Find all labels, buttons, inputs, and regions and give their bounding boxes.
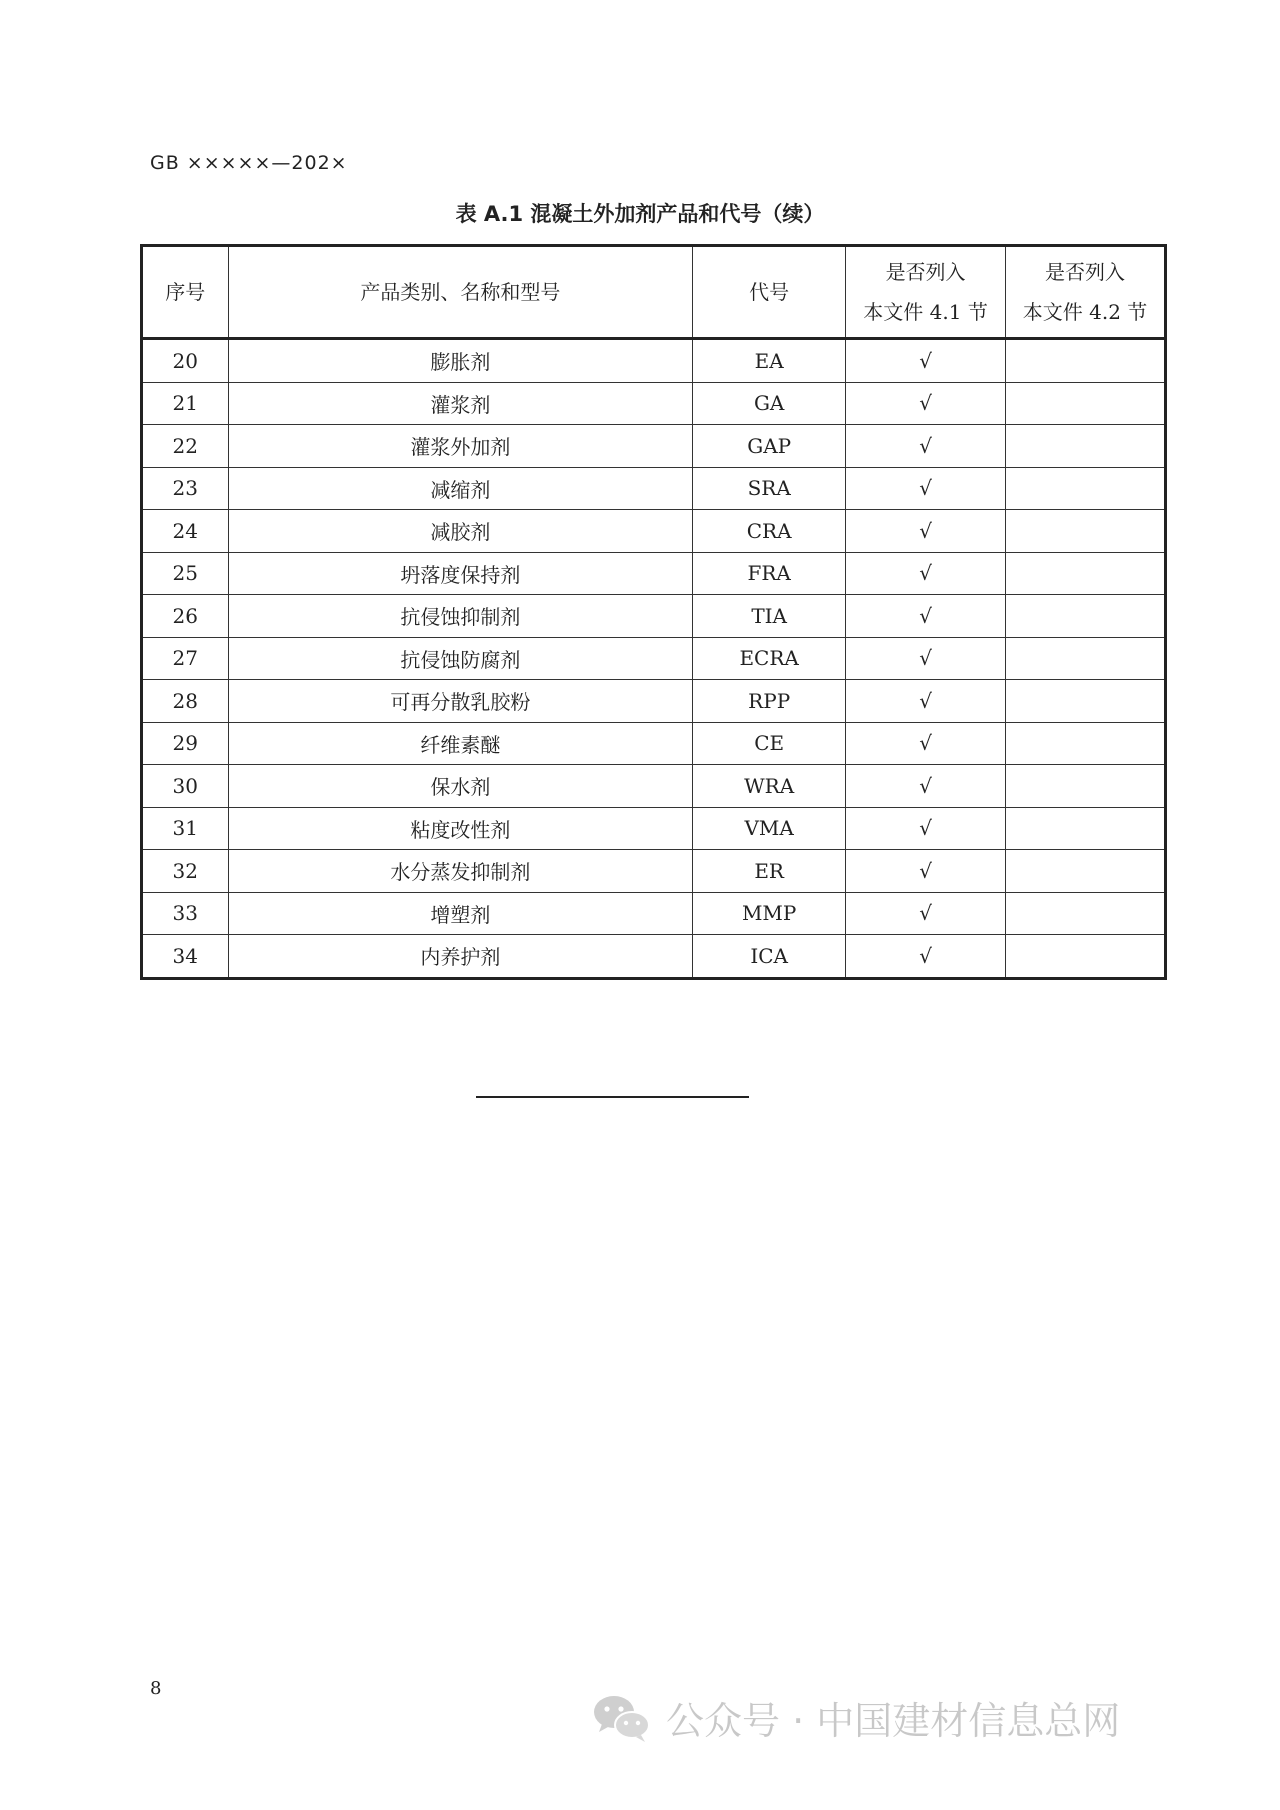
cell-section-4-1: √ [846, 935, 1006, 979]
cell-section-4-2 [1006, 935, 1166, 979]
header-section-4-1 [846, 246, 1006, 339]
end-of-standard-rule [476, 1096, 749, 1098]
table-row [142, 467, 1166, 510]
cell-seq: 23 [142, 467, 229, 510]
cell-section-4-2 [1006, 595, 1166, 638]
cell-code: RPP [693, 680, 846, 723]
cell-code: GAP [693, 425, 846, 468]
table-row [142, 595, 1166, 638]
cell-seq: 24 [142, 510, 229, 553]
cell-section-4-1: √ [846, 382, 1006, 425]
cell-seq: 29 [142, 722, 229, 765]
cell-code: VMA [693, 807, 846, 850]
cell-section-4-1: √ [846, 425, 1006, 468]
cell-section-4-1: √ [846, 595, 1006, 638]
cell-name: 保水剂 [228, 765, 693, 808]
cell-seq: 25 [142, 552, 229, 595]
cell-name: 抗侵蚀抑制剂 [228, 595, 693, 638]
header-section-4-2 [1006, 246, 1166, 339]
cell-name: 灌浆剂 [228, 382, 693, 425]
cell-section-4-2 [1006, 850, 1166, 893]
header-code: 代号 [693, 246, 846, 339]
cell-section-4-1: √ [846, 892, 1006, 935]
watermark-text: 公众号 · 中国建材信息总网 [666, 1699, 1121, 1743]
table-row [142, 552, 1166, 595]
table-row [142, 680, 1166, 723]
cell-seq: 27 [142, 637, 229, 680]
cell-section-4-1: √ [846, 637, 1006, 680]
header-section-4-2-line2: 本文件 4.2 节 [1022, 300, 1148, 324]
cell-name: 水分蒸发抑制剂 [228, 850, 693, 893]
cell-section-4-2 [1006, 425, 1166, 468]
cell-seq: 21 [142, 382, 229, 425]
table-row [142, 807, 1166, 850]
cell-section-4-2 [1006, 382, 1166, 425]
cell-code: ICA [693, 935, 846, 979]
cell-code: CRA [693, 510, 846, 553]
cell-section-4-2 [1006, 552, 1166, 595]
cell-section-4-1: √ [846, 510, 1006, 553]
header-section-4-2-line1: 是否列入 [1045, 260, 1126, 284]
cell-section-4-1: √ [846, 552, 1006, 595]
cell-code: TIA [693, 595, 846, 638]
table-row [142, 510, 1166, 553]
admixture-product-table [140, 244, 1167, 980]
cell-section-4-1: √ [846, 850, 1006, 893]
table-row [142, 892, 1166, 935]
cell-section-4-1: √ [846, 467, 1006, 510]
cell-seq: 22 [142, 425, 229, 468]
cell-section-4-2 [1006, 510, 1166, 553]
table-caption: 表 A.1 混凝土外加剂产品和代号（续） [455, 202, 825, 226]
cell-name: 膨胀剂 [228, 339, 693, 383]
cell-name: 坍落度保持剂 [228, 552, 693, 595]
header-seq: 序号 [142, 246, 229, 339]
cell-seq: 32 [142, 850, 229, 893]
table-row [142, 722, 1166, 765]
cell-seq: 26 [142, 595, 229, 638]
cell-seq: 20 [142, 339, 229, 383]
cell-section-4-2 [1006, 680, 1166, 723]
cell-section-4-2 [1006, 722, 1166, 765]
table-row [142, 339, 1166, 383]
cell-code: MMP [693, 892, 846, 935]
cell-name: 抗侵蚀防腐剂 [228, 637, 693, 680]
cell-code: EA [693, 339, 846, 383]
cell-name: 减缩剂 [228, 467, 693, 510]
cell-seq: 34 [142, 935, 229, 979]
table-body [142, 339, 1166, 979]
table-header [142, 246, 1166, 339]
cell-section-4-1: √ [846, 339, 1006, 383]
cell-section-4-2 [1006, 467, 1166, 510]
cell-section-4-1: √ [846, 765, 1006, 808]
watermark [590, 1690, 1120, 1745]
cell-code: GA [693, 382, 846, 425]
cell-seq: 31 [142, 807, 229, 850]
wechat-icon [590, 1692, 654, 1744]
cell-code: CE [693, 722, 846, 765]
table-header-row [142, 246, 1166, 339]
table-row [142, 425, 1166, 468]
cell-section-4-2 [1006, 765, 1166, 808]
cell-section-4-2 [1006, 892, 1166, 935]
cell-code: SRA [693, 467, 846, 510]
cell-name: 减胶剂 [228, 510, 693, 553]
cell-code: WRA [693, 765, 846, 808]
cell-section-4-1: √ [846, 807, 1006, 850]
cell-seq: 30 [142, 765, 229, 808]
header-section-4-1-line2: 本文件 4.1 节 [863, 300, 988, 324]
table-row [142, 765, 1166, 808]
cell-name: 增塑剂 [228, 892, 693, 935]
cell-section-4-2 [1006, 807, 1166, 850]
cell-name: 内养护剂 [228, 935, 693, 979]
header-section-4-1-line1: 是否列入 [885, 260, 966, 284]
table-row [142, 637, 1166, 680]
cell-section-4-2 [1006, 637, 1166, 680]
cell-name: 粘度改性剂 [228, 807, 693, 850]
cell-name: 纤维素醚 [228, 722, 693, 765]
cell-code: ER [693, 850, 846, 893]
table-row [142, 850, 1166, 893]
table-row [142, 935, 1166, 979]
cell-section-4-1: √ [846, 680, 1006, 723]
page-number: 8 [150, 1678, 162, 1699]
cell-section-4-2 [1006, 339, 1166, 383]
cell-name: 可再分散乳胶粉 [228, 680, 693, 723]
cell-seq: 28 [142, 680, 229, 723]
cell-seq: 33 [142, 892, 229, 935]
cell-code: FRA [693, 552, 846, 595]
cell-code: ECRA [693, 637, 846, 680]
document-code-header: GB ×××××—202× [150, 152, 348, 174]
header-name: 产品类别、名称和型号 [228, 246, 693, 339]
cell-name: 灌浆外加剂 [228, 425, 693, 468]
cell-section-4-1: √ [846, 722, 1006, 765]
table-row [142, 382, 1166, 425]
